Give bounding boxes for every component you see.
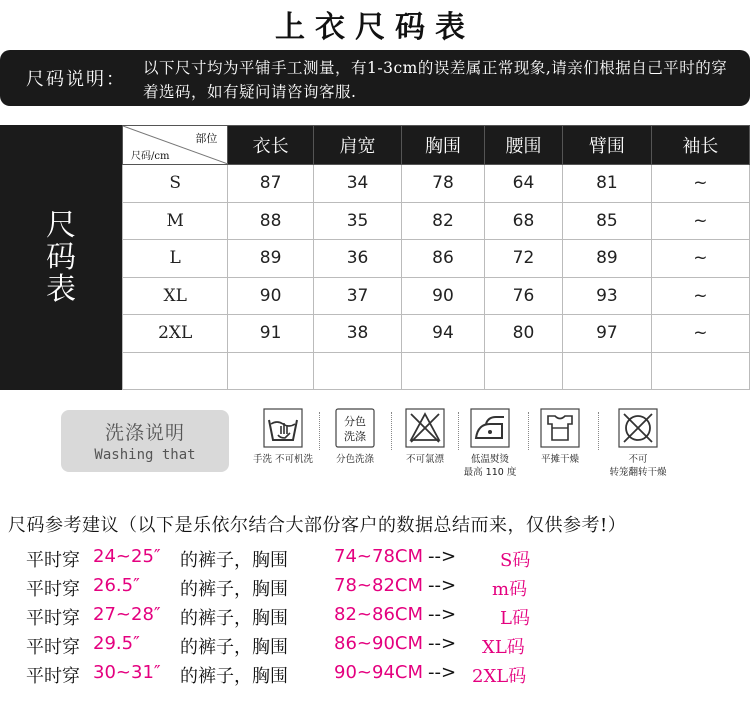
rec-arrow: --> [428, 546, 457, 567]
rec-arrow: --> [428, 604, 457, 625]
value-cell: ~ [651, 315, 749, 353]
hand-wash-icon [263, 408, 303, 448]
rec-chest: 74~78CM [334, 546, 423, 567]
value-cell: 76 [484, 277, 563, 315]
size-cell: M [123, 202, 228, 240]
care-item [525, 408, 595, 465]
value-cell: 87 [228, 165, 313, 203]
care-caption: 不可氯漂 [405, 454, 444, 465]
value-cell [651, 352, 749, 390]
no-bleach-icon [405, 408, 445, 448]
size-cell: XL [123, 277, 228, 315]
care-item [248, 408, 318, 465]
size-note-bar [0, 50, 750, 106]
value-cell: 93 [563, 277, 651, 315]
value-cell [484, 352, 563, 390]
value-cell: 34 [313, 165, 401, 203]
value-cell [402, 352, 484, 390]
value-cell [563, 352, 651, 390]
care-caption: 不可 [628, 454, 648, 465]
size-cell: L [123, 240, 228, 278]
value-cell: ~ [651, 277, 749, 315]
corner-top-label: 部位 [195, 132, 218, 145]
no-tumble-dry-icon [618, 408, 658, 448]
size-table [122, 125, 750, 390]
size-note-label: 尺码说明： [26, 69, 126, 90]
rec-size: 2XL码 [472, 666, 527, 687]
value-cell: ~ [651, 240, 749, 278]
size-table-section [0, 125, 750, 390]
icon-divider [598, 412, 600, 450]
value-cell: 88 [228, 202, 313, 240]
care-caption: 分色洗涤 [335, 454, 374, 465]
value-cell: 81 [563, 165, 651, 203]
rec-arrow: --> [428, 662, 457, 683]
care-item [390, 408, 460, 465]
washing-title-en: Washing that [94, 447, 196, 463]
value-cell: ~ [651, 202, 749, 240]
value-cell [228, 352, 313, 390]
separate-wash-icon [335, 408, 375, 448]
rec-chest: 86~90CM [334, 633, 423, 654]
value-cell: ~ [651, 165, 749, 203]
column-header: 衣长 [228, 126, 313, 165]
care-caption-sub: 转笼翻转干燥 [609, 467, 667, 478]
care-caption: 手洗 不可机洗 [252, 454, 314, 465]
size-table-body [123, 165, 750, 390]
rec-prefix: 平时穿 [26, 666, 80, 687]
size-cell: S [123, 165, 228, 203]
care-caption: 平摊干燥 [540, 454, 579, 465]
value-cell: 94 [402, 315, 484, 353]
value-cell: 78 [402, 165, 484, 203]
value-cell: 90 [228, 277, 313, 315]
washing-title-box [61, 410, 229, 472]
rec-size: XL码 [482, 637, 525, 658]
rec-size: m码 [492, 579, 528, 600]
table-row [123, 315, 750, 353]
rec-waist: 24~25″ [93, 546, 161, 567]
rec-mid: 的裤子，胸围 [180, 666, 288, 687]
page-title: 上衣尺码表 [275, 10, 475, 45]
recommend-heading: 尺码参考建议（以下是乐依尔结合大部份客户的数据总结而来，仅供参考!） [8, 515, 627, 536]
size-cell [123, 352, 228, 390]
low-iron-icon [470, 408, 510, 448]
size-note-text: 以下尺寸均为平铺手工测量，有1-3cm的误差属正常现象,请亲们根据自己平时的穿着选码，如有疑问请咨询客服. [143, 59, 728, 101]
value-cell: 91 [228, 315, 313, 353]
rec-chest: 90~94CM [334, 662, 423, 683]
flat-dry-icon [540, 408, 580, 448]
value-cell: 86 [402, 240, 484, 278]
rec-arrow: --> [428, 575, 457, 596]
value-cell: 89 [228, 240, 313, 278]
value-cell: 90 [402, 277, 484, 315]
value-cell: 64 [484, 165, 563, 203]
rec-waist: 26.5″ [93, 575, 140, 596]
value-cell: 89 [563, 240, 651, 278]
side-label-text: 尺码表 [46, 207, 76, 307]
value-cell: 97 [563, 315, 651, 353]
value-cell: 38 [313, 315, 401, 353]
care-caption-sub: 最高 110 度 [463, 467, 517, 478]
size-cell: 2XL [123, 315, 228, 353]
rec-size: L码 [500, 608, 530, 629]
table-row [123, 240, 750, 278]
rec-mid: 的裤子，胸围 [180, 608, 288, 629]
table-row [123, 202, 750, 240]
column-header: 肩宽 [313, 126, 401, 165]
rec-prefix: 平时穿 [26, 637, 80, 658]
value-cell: 85 [563, 202, 651, 240]
table-header-row [123, 126, 750, 165]
column-header: 袖长 [651, 126, 749, 165]
rec-prefix: 平时穿 [26, 579, 80, 600]
value-cell [313, 352, 401, 390]
value-cell: 37 [313, 277, 401, 315]
column-header: 腰围 [484, 126, 563, 165]
table-row [123, 277, 750, 315]
rec-chest: 78~82CM [334, 575, 423, 596]
table-row [123, 352, 750, 390]
table-corner-cell [123, 126, 228, 165]
badge-bottom: 洗涤 [344, 430, 366, 443]
care-item [320, 408, 390, 465]
rec-prefix: 平时穿 [26, 608, 80, 629]
value-cell: 68 [484, 202, 563, 240]
rec-prefix: 平时穿 [26, 550, 80, 571]
value-cell: 82 [402, 202, 484, 240]
corner-bottom-label: 尺码/cm [131, 151, 170, 162]
size-table-side-label [0, 125, 122, 390]
care-icons [248, 408, 688, 478]
rec-mid: 的裤子，胸围 [180, 579, 288, 600]
value-cell: 72 [484, 240, 563, 278]
care-item [603, 408, 673, 478]
rec-arrow: --> [428, 633, 457, 654]
rec-chest: 82~86CM [334, 604, 423, 625]
rec-waist: 27~28″ [93, 604, 161, 625]
rec-waist: 29.5″ [93, 633, 140, 654]
column-header: 胸围 [402, 126, 484, 165]
rec-mid: 的裤子，胸围 [180, 637, 288, 658]
value-cell: 35 [313, 202, 401, 240]
rec-waist: 30~31″ [93, 662, 161, 683]
care-item [455, 408, 525, 478]
rec-size: S码 [500, 550, 531, 571]
rec-mid: 的裤子，胸围 [180, 550, 288, 571]
value-cell: 36 [313, 240, 401, 278]
washing-title-cn: 洗涤说明 [104, 422, 185, 444]
value-cell: 80 [484, 315, 563, 353]
care-caption: 低温熨烫 [470, 454, 509, 465]
column-header: 臂围 [563, 126, 651, 165]
badge-top: 分色 [344, 415, 366, 428]
table-row [123, 165, 750, 203]
